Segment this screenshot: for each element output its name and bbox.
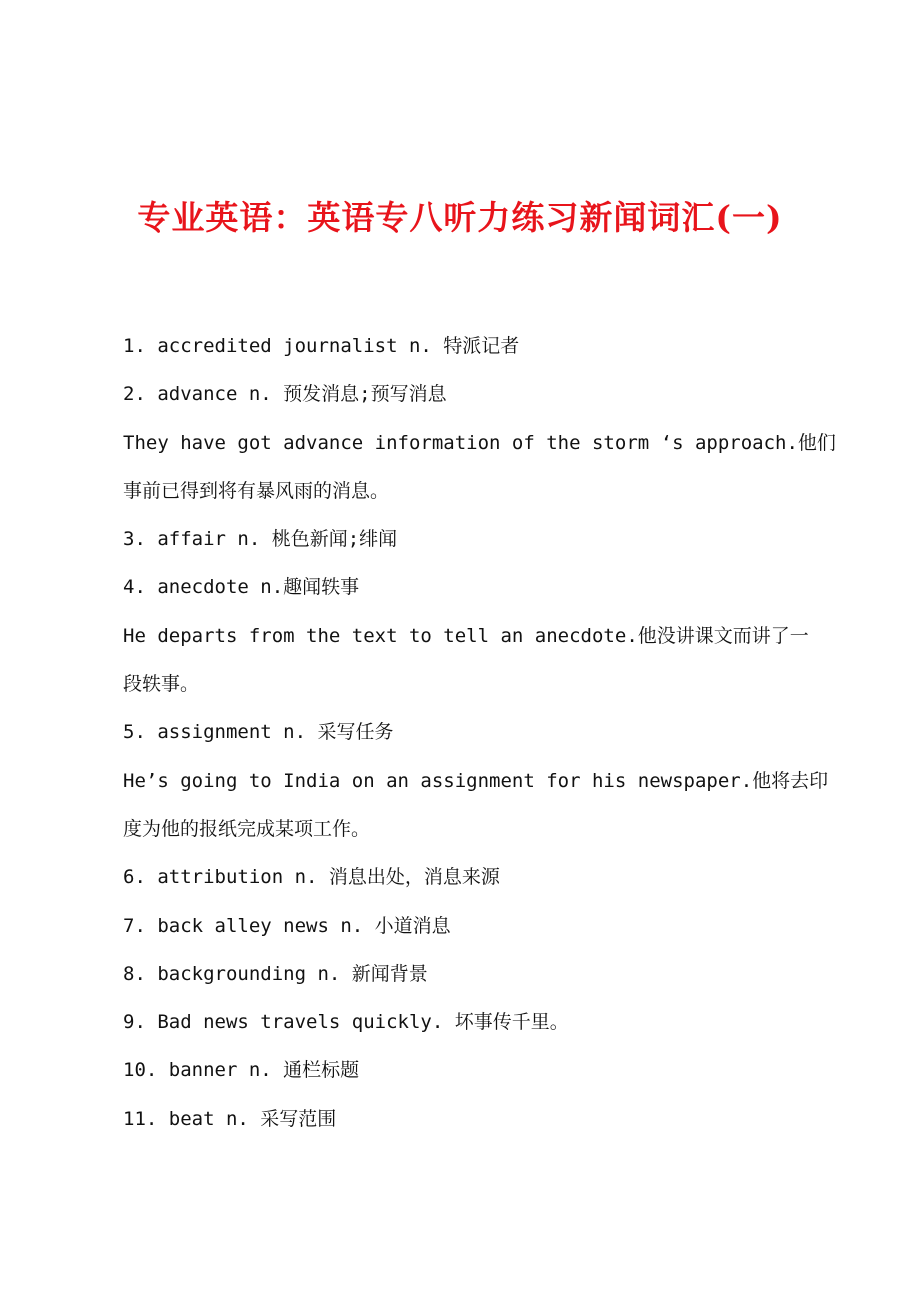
page-title: 专业英语：英语专八听力练习新闻词汇(一) bbox=[137, 198, 783, 237]
example-2-line-1: They have got advance information of the storm ‘s approach.他们 bbox=[123, 431, 836, 454]
entry-5: 5. assignment n. 采写任务 bbox=[123, 721, 394, 744]
entry-9: 9. Bad news travels quickly. 坏事传千里。 bbox=[123, 1011, 569, 1034]
example-4-line-1: He departs from the text to tell an anecdote.他没讲课文而讲了一 bbox=[123, 624, 809, 647]
example-4-line-2: 段轶事。 bbox=[123, 673, 200, 696]
entry-6: 6. attribution n. 消息出处，消息来源 bbox=[123, 866, 500, 889]
document-body bbox=[123, 322, 836, 1143]
entry-2: 2. advance n. 预发消息;预写消息 bbox=[123, 383, 447, 406]
example-2-line-2: 事前已得到将有暴风雨的消息。 bbox=[123, 479, 390, 502]
entry-10: 10. banner n. 通栏标题 bbox=[123, 1059, 360, 1082]
entry-11: 11. beat n. 采写范围 bbox=[123, 1107, 337, 1130]
entry-7: 7. back alley news n. 小道消息 bbox=[123, 914, 451, 937]
example-5-line-1: He’s going to India on an assignment for his newspaper.他将去印 bbox=[123, 769, 829, 792]
entry-1: 1. accredited journalist n. 特派记者 bbox=[123, 335, 520, 357]
entry-3: 3. affair n. 桃色新闻;绯闻 bbox=[123, 528, 398, 551]
entry-4: 4. anecdote n.趣闻轶事 bbox=[123, 576, 360, 599]
example-5-line-2: 度为他的报纸完成某项工作。 bbox=[123, 817, 371, 840]
entry-8: 8. backgrounding n. 新闻背景 bbox=[123, 962, 428, 985]
